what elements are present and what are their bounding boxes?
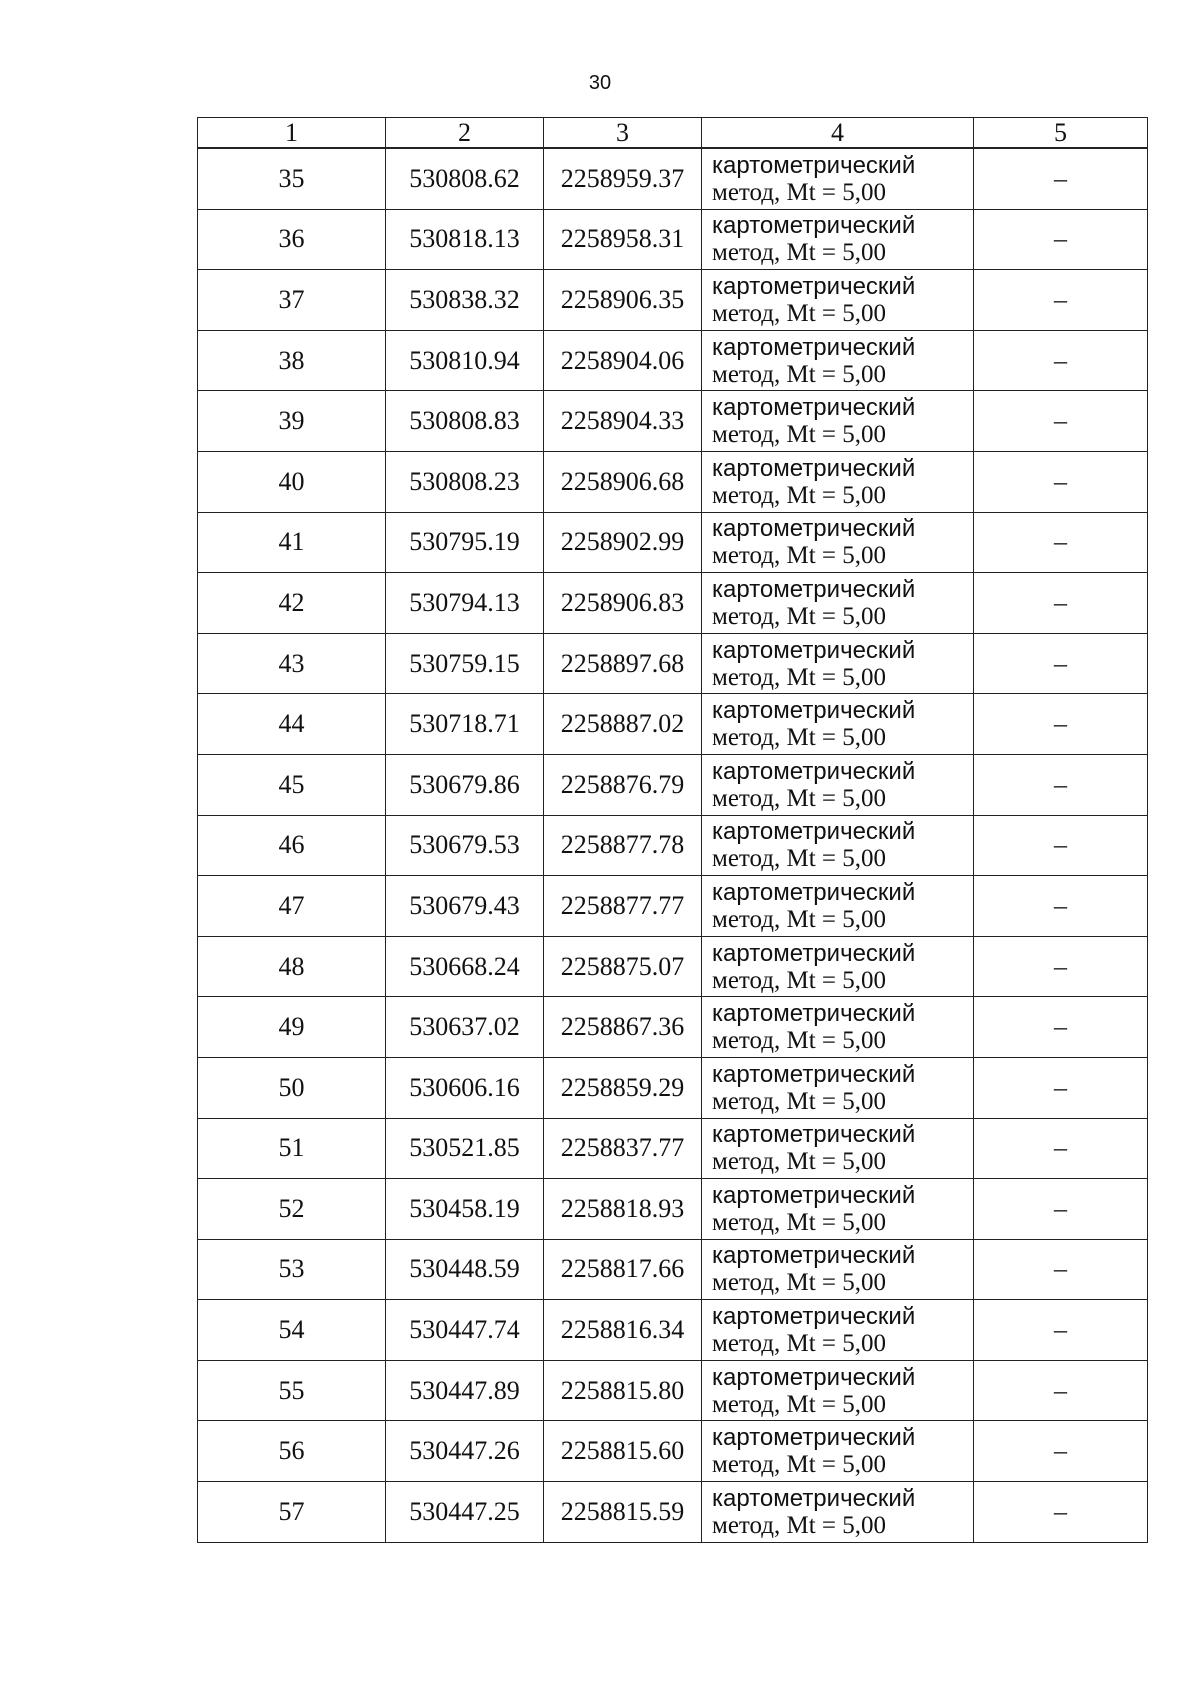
- y-coordinate-cell: 2258877.78: [544, 815, 702, 876]
- y-coordinate-cell: 2258859.29: [544, 1057, 702, 1118]
- note-cell: –: [974, 876, 1148, 937]
- column-header-5: 5: [974, 118, 1148, 149]
- method-line-2: метод, Mt = 5,00: [712, 421, 887, 449]
- x-coordinate-cell: 530447.74: [386, 1300, 544, 1361]
- point-number-cell: 36: [198, 209, 386, 270]
- x-coordinate-cell: 530447.26: [386, 1421, 544, 1482]
- method-line-2: метод, Mt = 5,00: [712, 602, 887, 630]
- method-line-1: картометрический: [712, 272, 916, 300]
- point-number-cell: 51: [198, 1118, 386, 1179]
- method-line-1: картометрический: [712, 697, 916, 725]
- method-cell: [702, 1118, 974, 1179]
- method-cell: [702, 1239, 974, 1300]
- x-coordinate-cell: 530447.25: [386, 1482, 544, 1543]
- x-coordinate-cell: 530679.53: [386, 815, 544, 876]
- point-number-cell: 40: [198, 451, 386, 512]
- method-line-1: картометрический: [712, 1000, 916, 1028]
- method-line-1: картометрический: [712, 212, 916, 240]
- y-coordinate-cell: 2258818.93: [544, 1179, 702, 1240]
- method-cell: [702, 1360, 974, 1421]
- column-header-4: 4: [702, 118, 974, 149]
- method-line-2: метод, Mt = 5,00: [712, 360, 887, 388]
- y-coordinate-cell: 2258817.66: [544, 1239, 702, 1300]
- table-row: [198, 1482, 1148, 1543]
- method-cell: [702, 1179, 974, 1240]
- point-number-cell: 56: [198, 1421, 386, 1482]
- note-cell: –: [974, 1057, 1148, 1118]
- point-number-cell: 37: [198, 270, 386, 331]
- note-cell: –: [974, 1421, 1148, 1482]
- y-coordinate-cell: 2258897.68: [544, 633, 702, 694]
- method-line-1: картометрический: [712, 394, 916, 422]
- note-cell: –: [974, 451, 1148, 512]
- table-row: [198, 270, 1148, 331]
- note-cell: –: [974, 815, 1148, 876]
- method-cell: [702, 633, 974, 694]
- table-row: [198, 451, 1148, 512]
- y-coordinate-cell: 2258816.34: [544, 1300, 702, 1361]
- method-line-2: метод, Mt = 5,00: [712, 178, 887, 206]
- method-line-2: метод, Mt = 5,00: [712, 542, 887, 570]
- method-line-1: картометрический: [712, 1242, 916, 1270]
- method-line-2: метод, Mt = 5,00: [712, 1087, 887, 1115]
- note-cell: –: [974, 694, 1148, 755]
- method-line-2: метод, Mt = 5,00: [712, 966, 887, 994]
- method-line-2: метод, Mt = 5,00: [712, 1330, 887, 1358]
- method-cell: [702, 754, 974, 815]
- note-cell: –: [974, 512, 1148, 573]
- method-cell: [702, 330, 974, 391]
- x-coordinate-cell: 530759.15: [386, 633, 544, 694]
- table-row: [198, 1057, 1148, 1118]
- method-line-1: картометрический: [712, 1363, 916, 1391]
- method-line-1: картометрический: [712, 1303, 916, 1331]
- table-row: [198, 512, 1148, 573]
- method-line-2: метод, Mt = 5,00: [712, 663, 887, 691]
- y-coordinate-cell: 2258958.31: [544, 209, 702, 270]
- table-row: [198, 148, 1148, 209]
- note-cell: –: [974, 573, 1148, 634]
- method-line-1: картометрический: [712, 878, 916, 906]
- table-row: [198, 209, 1148, 270]
- y-coordinate-cell: 2258904.33: [544, 391, 702, 452]
- method-cell: [702, 1482, 974, 1543]
- method-line-1: картометрический: [712, 1181, 916, 1209]
- x-coordinate-cell: 530637.02: [386, 997, 544, 1058]
- note-cell: –: [974, 391, 1148, 452]
- y-coordinate-cell: 2258904.06: [544, 330, 702, 391]
- y-coordinate-cell: 2258815.59: [544, 1482, 702, 1543]
- table-row: [198, 391, 1148, 452]
- x-coordinate-cell: 530679.43: [386, 876, 544, 937]
- point-number-cell: 55: [198, 1360, 386, 1421]
- note-cell: –: [974, 633, 1148, 694]
- point-number-cell: 48: [198, 936, 386, 997]
- y-coordinate-cell: 2258815.80: [544, 1360, 702, 1421]
- method-line-2: метод, Mt = 5,00: [712, 1451, 887, 1479]
- point-number-cell: 52: [198, 1179, 386, 1240]
- method-line-2: метод, Mt = 5,00: [712, 724, 887, 752]
- x-coordinate-cell: 530808.83: [386, 391, 544, 452]
- method-cell: [702, 694, 974, 755]
- method-line-1: картометрический: [712, 333, 916, 361]
- y-coordinate-cell: 2258877.77: [544, 876, 702, 937]
- method-cell: [702, 512, 974, 573]
- method-line-2: метод, Mt = 5,00: [712, 481, 887, 509]
- x-coordinate-cell: 530521.85: [386, 1118, 544, 1179]
- point-number-cell: 46: [198, 815, 386, 876]
- y-coordinate-cell: 2258906.83: [544, 573, 702, 634]
- x-coordinate-cell: 530668.24: [386, 936, 544, 997]
- table-row: [198, 1118, 1148, 1179]
- method-line-1: картометрический: [712, 1121, 916, 1149]
- y-coordinate-cell: 2258815.60: [544, 1421, 702, 1482]
- note-cell: –: [974, 209, 1148, 270]
- x-coordinate-cell: 530718.71: [386, 694, 544, 755]
- table-row: [198, 1179, 1148, 1240]
- method-cell: [702, 1421, 974, 1482]
- point-number-cell: 53: [198, 1239, 386, 1300]
- method-line-2: метод, Mt = 5,00: [712, 1390, 887, 1418]
- table-row: [198, 1421, 1148, 1482]
- method-cell: [702, 209, 974, 270]
- table-row: [198, 1360, 1148, 1421]
- x-coordinate-cell: 530795.19: [386, 512, 544, 573]
- point-number-cell: 43: [198, 633, 386, 694]
- table-row: [198, 1239, 1148, 1300]
- y-coordinate-cell: 2258959.37: [544, 148, 702, 209]
- x-coordinate-cell: 530458.19: [386, 1179, 544, 1240]
- y-coordinate-cell: 2258906.68: [544, 451, 702, 512]
- table-row: [198, 936, 1148, 997]
- header-row: [198, 118, 1148, 149]
- note-cell: –: [974, 1179, 1148, 1240]
- x-coordinate-cell: 530448.59: [386, 1239, 544, 1300]
- y-coordinate-cell: 2258867.36: [544, 997, 702, 1058]
- method-cell: [702, 876, 974, 937]
- note-cell: –: [974, 936, 1148, 997]
- note-cell: –: [974, 330, 1148, 391]
- method-line-2: метод, Mt = 5,00: [712, 1148, 887, 1176]
- method-line-2: метод, Mt = 5,00: [712, 1027, 887, 1055]
- y-coordinate-cell: 2258902.99: [544, 512, 702, 573]
- table-row: [198, 876, 1148, 937]
- note-cell: –: [974, 1482, 1148, 1543]
- note-cell: –: [974, 148, 1148, 209]
- method-cell: [702, 270, 974, 331]
- method-line-1: картометрический: [712, 757, 916, 785]
- method-line-1: картометрический: [712, 636, 916, 664]
- point-number-cell: 50: [198, 1057, 386, 1118]
- x-coordinate-cell: 530606.16: [386, 1057, 544, 1118]
- table-row: [198, 997, 1148, 1058]
- note-cell: –: [974, 1300, 1148, 1361]
- x-coordinate-cell: 530447.89: [386, 1360, 544, 1421]
- x-coordinate-cell: 530810.94: [386, 330, 544, 391]
- method-line-1: картометрический: [712, 939, 916, 967]
- method-line-2: метод, Mt = 5,00: [712, 299, 887, 327]
- y-coordinate-cell: 2258837.77: [544, 1118, 702, 1179]
- column-header-1: 1: [198, 118, 386, 149]
- y-coordinate-cell: 2258876.79: [544, 754, 702, 815]
- method-line-2: метод, Mt = 5,00: [712, 1511, 887, 1539]
- column-header-3: 3: [544, 118, 702, 149]
- y-coordinate-cell: 2258887.02: [544, 694, 702, 755]
- method-cell: [702, 997, 974, 1058]
- x-coordinate-cell: 530808.62: [386, 148, 544, 209]
- table-row: [198, 330, 1148, 391]
- point-number-cell: 54: [198, 1300, 386, 1361]
- point-number-cell: 41: [198, 512, 386, 573]
- table-body: [198, 148, 1148, 1542]
- point-number-cell: 57: [198, 1482, 386, 1543]
- method-line-1: картометрический: [712, 575, 916, 603]
- method-line-2: метод, Mt = 5,00: [712, 784, 887, 812]
- point-number-cell: 39: [198, 391, 386, 452]
- method-line-2: метод, Mt = 5,00: [712, 905, 887, 933]
- method-line-1: картометрический: [712, 1424, 916, 1452]
- method-line-2: метод, Mt = 5,00: [712, 845, 887, 873]
- table-row: [198, 1300, 1148, 1361]
- note-cell: –: [974, 754, 1148, 815]
- note-cell: –: [974, 1239, 1148, 1300]
- point-number-cell: 38: [198, 330, 386, 391]
- y-coordinate-cell: 2258906.35: [544, 270, 702, 331]
- method-cell: [702, 815, 974, 876]
- method-line-1: картометрический: [712, 818, 916, 846]
- point-number-cell: 44: [198, 694, 386, 755]
- x-coordinate-cell: 530808.23: [386, 451, 544, 512]
- point-number-cell: 49: [198, 997, 386, 1058]
- point-number-cell: 42: [198, 573, 386, 634]
- method-line-2: метод, Mt = 5,00: [712, 1269, 887, 1297]
- method-line-1: картометрический: [712, 151, 916, 179]
- method-cell: [702, 1057, 974, 1118]
- point-number-cell: 47: [198, 876, 386, 937]
- table-row: [198, 633, 1148, 694]
- table-row: [198, 754, 1148, 815]
- point-number-cell: 35: [198, 148, 386, 209]
- x-coordinate-cell: 530679.86: [386, 754, 544, 815]
- column-header-2: 2: [386, 118, 544, 149]
- method-line-1: картометрический: [712, 454, 916, 482]
- table-row: [198, 815, 1148, 876]
- note-cell: –: [974, 1118, 1148, 1179]
- method-line-1: картометрический: [712, 515, 916, 543]
- table-row: [198, 573, 1148, 634]
- method-cell: [702, 148, 974, 209]
- y-coordinate-cell: 2258875.07: [544, 936, 702, 997]
- method-line-1: картометрический: [712, 1060, 916, 1088]
- method-line-2: метод, Mt = 5,00: [712, 239, 887, 267]
- method-cell: [702, 573, 974, 634]
- x-coordinate-cell: 530838.32: [386, 270, 544, 331]
- table-row: [198, 694, 1148, 755]
- x-coordinate-cell: 530794.13: [386, 573, 544, 634]
- method-line-1: картометрический: [712, 1484, 916, 1512]
- method-cell: [702, 1300, 974, 1361]
- method-cell: [702, 391, 974, 452]
- method-line-2: метод, Mt = 5,00: [712, 1208, 887, 1236]
- note-cell: –: [974, 270, 1148, 331]
- x-coordinate-cell: 530818.13: [386, 209, 544, 270]
- note-cell: –: [974, 1360, 1148, 1421]
- note-cell: –: [974, 997, 1148, 1058]
- coordinates-table: [197, 117, 1148, 1543]
- method-cell: [702, 936, 974, 997]
- method-cell: [702, 451, 974, 512]
- point-number-cell: 45: [198, 754, 386, 815]
- page-number: 30: [588, 72, 612, 94]
